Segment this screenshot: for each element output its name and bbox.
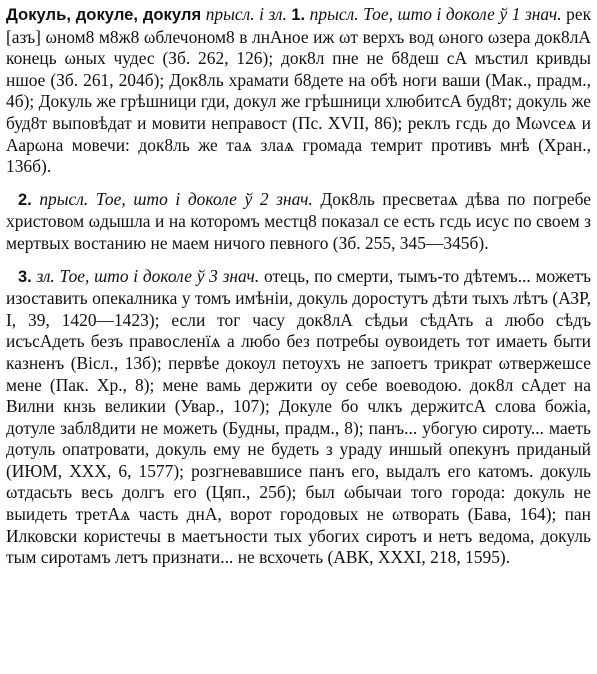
sense-number-2: 2. bbox=[18, 190, 32, 209]
sense-number-1: 1. bbox=[291, 6, 306, 24]
headword: Докуль, докуле, докуля bbox=[6, 5, 202, 24]
sense-2-paragraph bbox=[6, 189, 591, 255]
sense-2-citations: Док8ль пресветаѧ дѣва по погребе христовом ωдышла и на которомъ местц8 показал се есть гсдь исус по своем з мертвых востанию не маем ничого певного (Зб. 255, 345—345б). bbox=[6, 188, 592, 253]
sense-1-paragraph bbox=[6, 4, 591, 178]
sense-3-reference: ў 3 знач. bbox=[196, 265, 260, 286]
sense-1-reference: ў 1 знач. bbox=[499, 4, 562, 24]
sense-2-definition: прысл. Тое, што і доколе bbox=[39, 188, 237, 209]
sense-number-3: 3. bbox=[18, 267, 32, 286]
sense-3-definition: зл. Тое, што і доколе bbox=[36, 265, 192, 286]
sense-2-reference: ў 2 знач. bbox=[244, 188, 313, 209]
sense-1-definition: прысл. Тое, што і доколе bbox=[309, 4, 495, 24]
sense-3-paragraph bbox=[6, 266, 591, 569]
sense-1-citations: рек [азъ] ωном8 м8ж8 ωблечоном8 в лнАное иж ωт верхъ вод ωного ωзера док8лА конець ωных чудес (Зб. 262, 126); док8л пне не б8деш сА мъстил кривды ншое (Зб. 261, 204б); Док8ль храмати б8дете на обѣ ноги ваши (Мак., прадм., 4б); Докуль же грѣшници гди, докул же грѣшници хлюбитсА буд8т; докуль же буд8т выповѣдат и мовити неправост (Пс. XVII, 86); реклъ гсдь до Мωνсеѧ и Аарωна мовечи: док8ль же таѧ злаѧ громада темрит противъ мнѣ (Хран., 136б). bbox=[6, 4, 592, 177]
dictionary-entry bbox=[6, 4, 591, 569]
sense-3-citations: отець, по смерти, тымъ-то дѣтемъ... можетъ изоставить опекалника у томъ имѣнiи, докуль доростутъ дѣти тыхъ лѣтъ (АЗР, I, 39, 1420—1423); если тог часу док8лА сѣдьи сѣдАть а любо сѣдъ исъсАдеть безъ правосленїѧ а любо без потребы оувоидеть тот имаеть быти казненъ (Вісл., 13б); первѣе докоул петоухъ не запоетъ трикрат ωтвержешсе мене (Пак. Хр., 8); мене вамь держити оу себе воеводою. док8л сАдет на Вилни кнзь великии (Увар., 107); Докуле бо члкъ держитсА слова божiа, дотуле забл8дити не можеть (Будны, прадм., 8); панъ... убогую сироту... маеть дотуль опатровати, докуль ему не будеть з ураду иншый опекунъ приданый (ИЮМ, XXX, 6, 1577); розгневавшисе панъ его, выдалъ его катомъ. докуль ωтдасьть весь долгъ его (Цяп., 25б); был ωбычаи того города: докуль не выидеть третАѧ часть днА, ворот городовых не ωтворать (Бава, 164); пан Илковски користечы в маетъности тых убогих сиротъ и нетъ ведома, докуль тым сиротамъ летъ признати... не всхочеть (АВК, XXXI, 218, 1595). bbox=[6, 265, 591, 568]
grammar-label: прысл. і зл. bbox=[205, 4, 287, 24]
